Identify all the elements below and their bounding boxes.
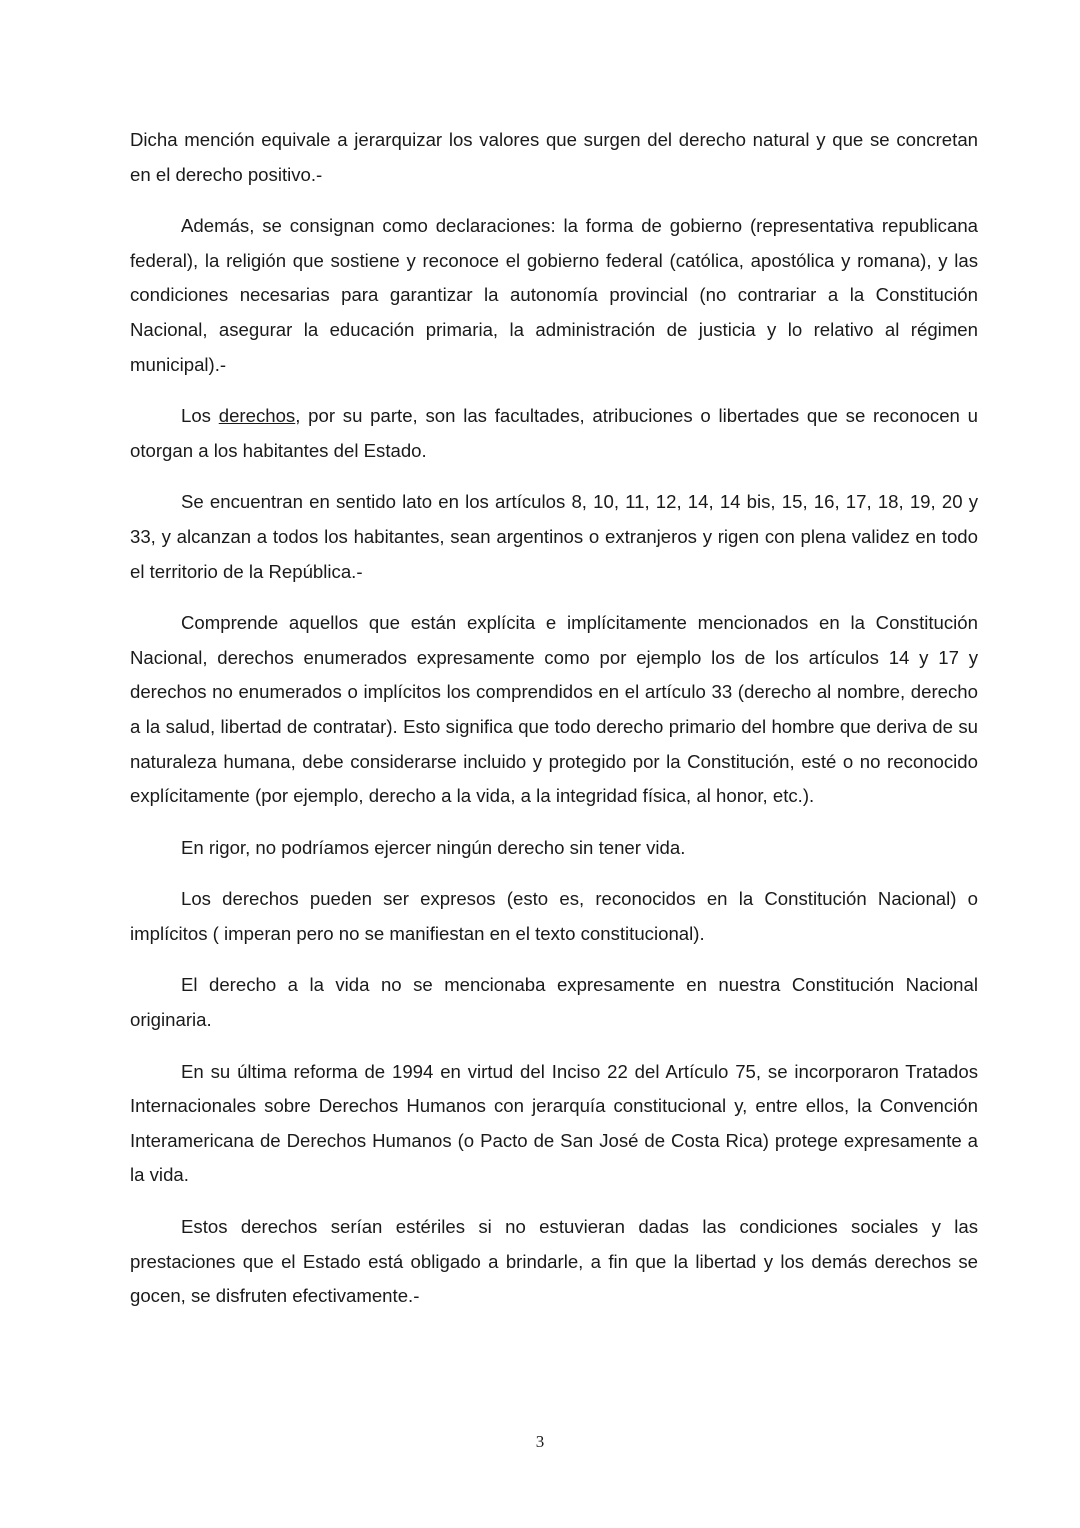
paragraph-8: El derecho a la vida no se mencionaba expresamente en nuestra Constitución Nacional originaria. — [130, 974, 978, 1031]
paragraph-3-lead: Los — [181, 405, 219, 427]
paragraph-6: En rigor, no podríamos ejercer ningún derecho sin tener vida. — [181, 836, 686, 858]
paragraph-1: Dicha mención equivale a jerarquizar los valores que surgen del derecho natural y que se concretan en el derecho positivo.- — [130, 129, 978, 185]
paragraph-4: Se encuentran en sentido lato en los artículos 8, 10, 11, 12, 14, 14 bis, 15, 16, 17, 18, 19, 20 y 33, y alcanzan a todos los habitantes, sean argentinos o extranjeros y rigen con plena validez en todo el territorio de la República.- — [130, 491, 978, 582]
paragraph-3 — [130, 399, 978, 468]
paragraph-9: En su última reforma de 1994 en virtud del Inciso 22 del Artículo 75, se incorporaron Tratados Internacionales sobre Derechos Humanos con jerarquía constitucional y, entre ellos, la Convención Interamericana de Derechos Humanos (o Pacto de San José de Costa Rica) protege expresamente a la vida. — [130, 1060, 978, 1186]
paragraph-5: Comprende aquellos que están explícita e implícitamente mencionados en la Constitución Nacional, derechos enumerados expresamente como por ejemplo los de los artículos 14 y 17 y derechos no enumerados o implícitos los comprendidos en el artículo 33 (derecho al nombre, derecho a la salud, libertad de contratar). Esto significa que todo derecho primario del hombre que deriva de su naturaleza humana, debe considerarse incluido y protegido por la Constitución, esté o no reconocido explícitamente (por ejemplo, derecho a la vida, a la integridad física, al honor, etc.). — [130, 612, 978, 807]
paragraph-3-rest: , por su parte, son las facultades, atribuciones o libertades que se reconocen u otorgan a los habitantes del Estado. — [130, 405, 978, 461]
page-number: 3 — [535, 1432, 545, 1451]
paragraph-7: Los derechos pueden ser expresos (esto es, reconocidos en la Constitución Nacional) o implícitos ( imperan pero no se manifiestan en el texto constitucional). — [130, 888, 978, 944]
document-body — [130, 123, 978, 1331]
underlined-term-derechos: derechos — [218, 405, 296, 427]
paragraph-10: Estos derechos serían estériles si no estuvieran dadas las condiciones sociales y las prestaciones que el Estado está obligado a brindarle, a fin que la libertad y los demás derechos se gocen, se disfruten efectivamente.- — [130, 1216, 978, 1307]
paragraph-2: Además, se consignan como declaraciones: la forma de gobierno (representativa republicana federal), la religión que sostiene y reconoce el gobierno federal (católica, apostólica y romana), y las condiciones necesarias para garantizar la autonomía provincial (no contrariar a la Constitución Nacional, asegurar la educación primaria, la administración de justicia y lo relativo al régimen municipal).- — [130, 215, 978, 375]
